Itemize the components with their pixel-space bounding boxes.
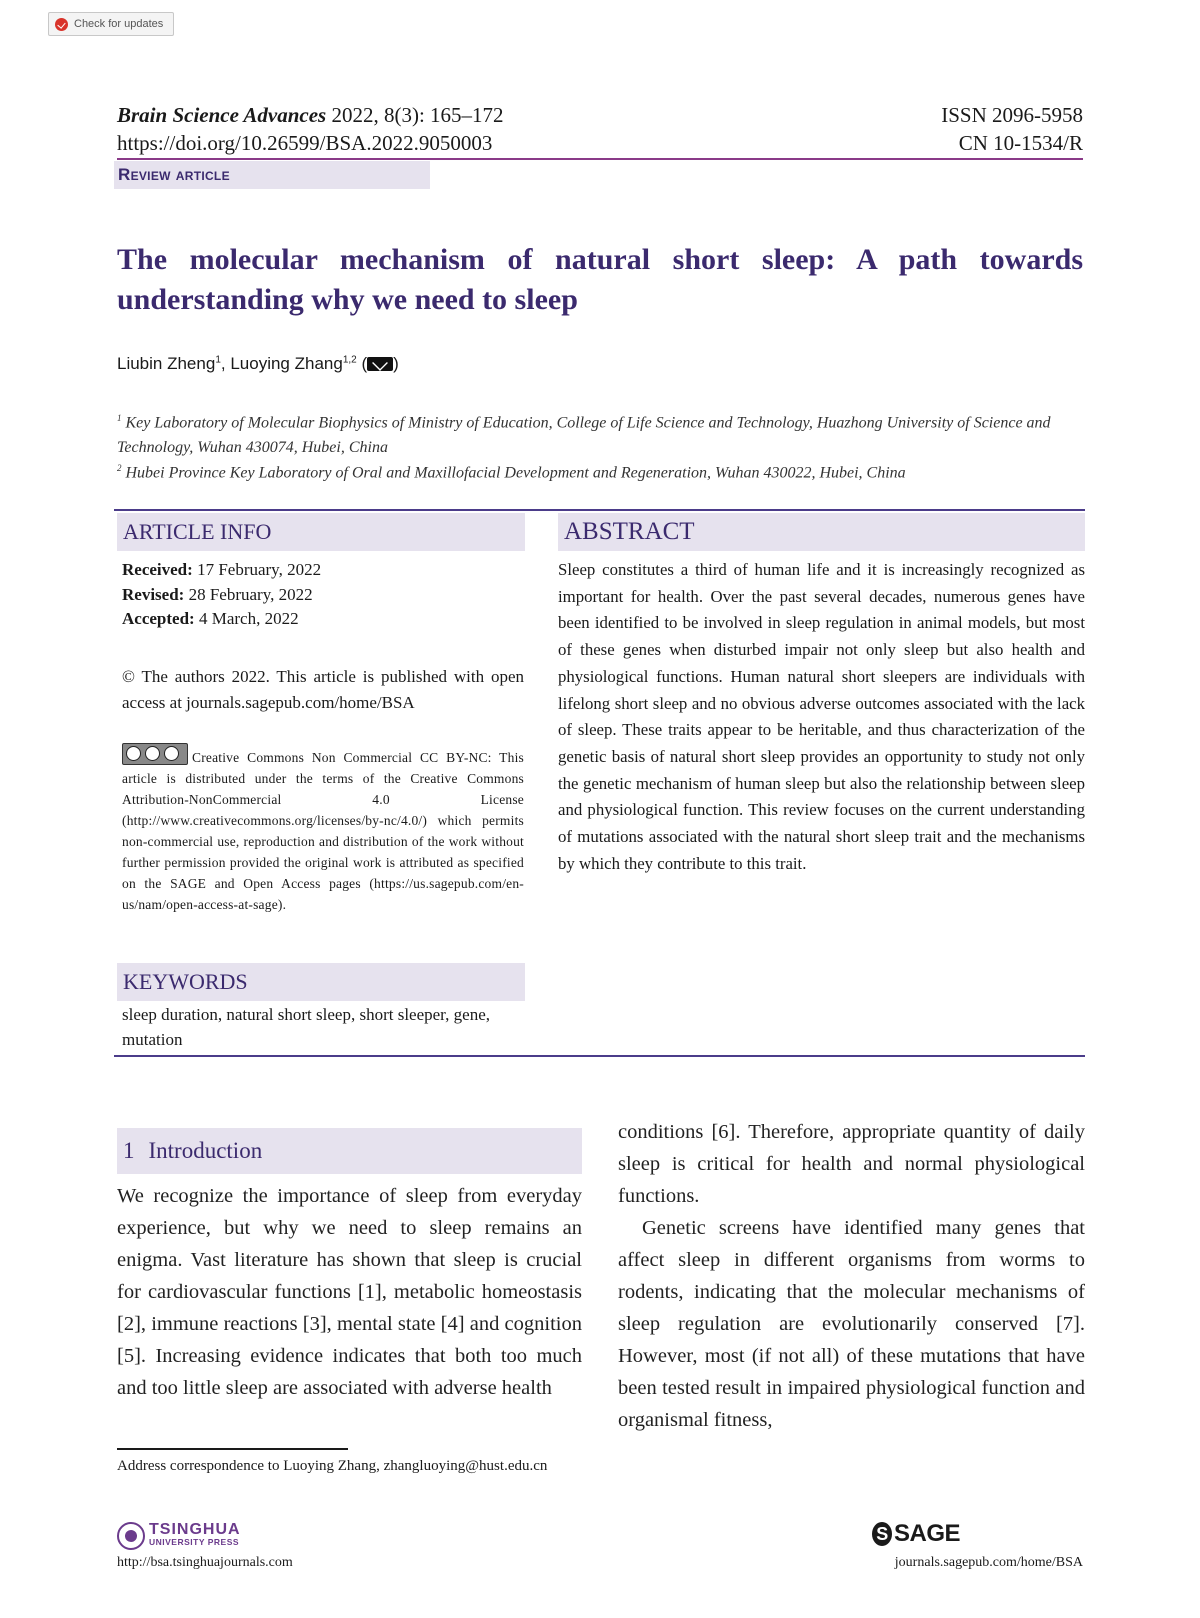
article-type: Review article	[114, 161, 430, 189]
intro-right-column	[618, 1116, 1085, 1436]
footnote-rule	[117, 1448, 348, 1450]
cn: CN 10-1534/R	[958, 131, 1083, 155]
introduction-heading: 1 Introduction	[117, 1128, 582, 1174]
intro-left-column: We recognize the importance of sleep from everyday experience, but why we need to sleep remains an enigma. Vast literature has shown that sleep is crucial for cardiovascular functions [1], metabolic homeostasis [2], immune reactions [3], mental state [4] and cognition [5]. Increasing evidence indicates that both too much and too little sleep are associated with adverse health	[117, 1185, 582, 1399]
license-text: Creative Commons Non Commercial CC BY-NC: This article is distributed under the terms of the Creative Commons Attribution-NonCommercial 4.0 License (http://www.creativecommons.org/licenses/by-nc/4.0/) which permits non-commercial use, reproduction and distribution of the work without further permission provided the original work is attributed as specified on the SAGE and Open Access pages (https://us.sagepub.com/en-us/nam/open-access-at-sage).	[122, 743, 524, 915]
doi-link[interactable]: https://doi.org/10.26599/BSA.2022.9050003	[117, 131, 493, 155]
paragraph: conditions [6]. Therefore, appropriate quantity of daily sleep is critical for health and normal physiological functions.	[618, 1121, 1085, 1207]
abstract-heading: ABSTRACT	[558, 513, 1085, 551]
sage-url[interactable]: journals.sagepub.com/home/BSA	[894, 1555, 1083, 1570]
check-for-updates-label: Check for updates	[74, 18, 164, 30]
affiliation-1: $^1$ Key Laboratory of Molecular Biophysics of Ministry of Education, College of Life Science and Technology, Huazhong University of Science and Technology, Wuhan 430074, Hubei, China	[117, 413, 1051, 457]
envelope-icon[interactable]	[367, 357, 393, 371]
paragraph: Genetic screens have identified many genes that affect sleep in different organisms from worms to rodents, indicating that the molecular mechanisms of sleep regulation are evolutionarily conserved [7]. However, most (if not all) of these mutations that have been tested result in impaired physiological function and organismal fitness,	[618, 1217, 1085, 1431]
update-icon	[55, 18, 68, 31]
correspondence-footnote: Address correspondence to Luoying Zhang, zhangluoying@hust.edu.cn	[117, 1458, 548, 1474]
copyright-notice: © The authors 2022. This article is published with open access at journals.sagepub.com/home/BSA	[122, 667, 524, 712]
citation: 2022, 8(3): 165–172	[326, 103, 504, 127]
keywords-text: sleep duration, natural short sleep, short sleeper, gene, mutation	[122, 1005, 491, 1049]
tsinghua-logo: TSINGHUA UNIVERSITY PRESS	[117, 1522, 241, 1550]
author-name: Liubin Zheng	[117, 354, 216, 373]
issn: ISSN 2096-5958	[941, 103, 1083, 127]
section-rule-bottom	[114, 1055, 1085, 1057]
author-name: Luoying Zhang	[230, 354, 343, 373]
check-for-updates-badge[interactable]	[48, 12, 174, 36]
journal-citation	[117, 101, 504, 157]
abstract-text: Sleep constitutes a third of human life and it is increasingly recognized as important for health. Over the past several decades, numerous genes have been identified to be involved in sleep regulation in animal models, but most of these genes when disturbed impair not only sleep but also health and physiological functions. Human natural short sleepers are individuals with lifelong short sleep and no obvious adverse outcomes associated with the lack of sleep. These traits appear to be heritable, and thus characterization of the genetic basis of natural short sleep provides an opportunity to study not only the genetic mechanism of human sleep but also the relationship between sleep and physiological function. This review focuses on the current understanding of mutations associated with the natural short sleep trait and the mechanisms by which they contribute to this trait.	[558, 560, 1085, 873]
tsinghua-emblem-icon	[117, 1522, 145, 1550]
sage-mark-icon: S	[872, 1522, 892, 1546]
tsinghua-url[interactable]: http://bsa.tsinghuajournals.com	[117, 1555, 293, 1570]
journal-identifiers	[941, 101, 1083, 157]
sage-logo: S SAGE	[872, 1520, 960, 1548]
affiliation-2: $^2$ Hubei Province Key Laboratory of Oral and Maxillofacial Development and Regeneration, Wuhan 430022, Hubei, China	[117, 463, 906, 482]
journal-name: Brain Science Advances	[117, 103, 327, 127]
section-rule-top	[114, 509, 1085, 511]
article-dates: Received: 17 February, 2022 Revised: 28 February, 2022 Accepted: 4 March, 2022	[122, 560, 322, 628]
author-list: Liubin Zheng$^1$, Luoying Zhang$^{1,2}$ ( )	[117, 354, 399, 373]
keywords-heading: KEYWORDS	[117, 963, 525, 1001]
paper-title: The molecular mechanism of natural short sleep: A path towards understanding why we need to sleep	[117, 243, 1083, 316]
header-rule	[117, 158, 1083, 160]
article-info-heading: ARTICLE INFO	[117, 513, 525, 551]
cc-by-nc-icon	[122, 743, 188, 765]
